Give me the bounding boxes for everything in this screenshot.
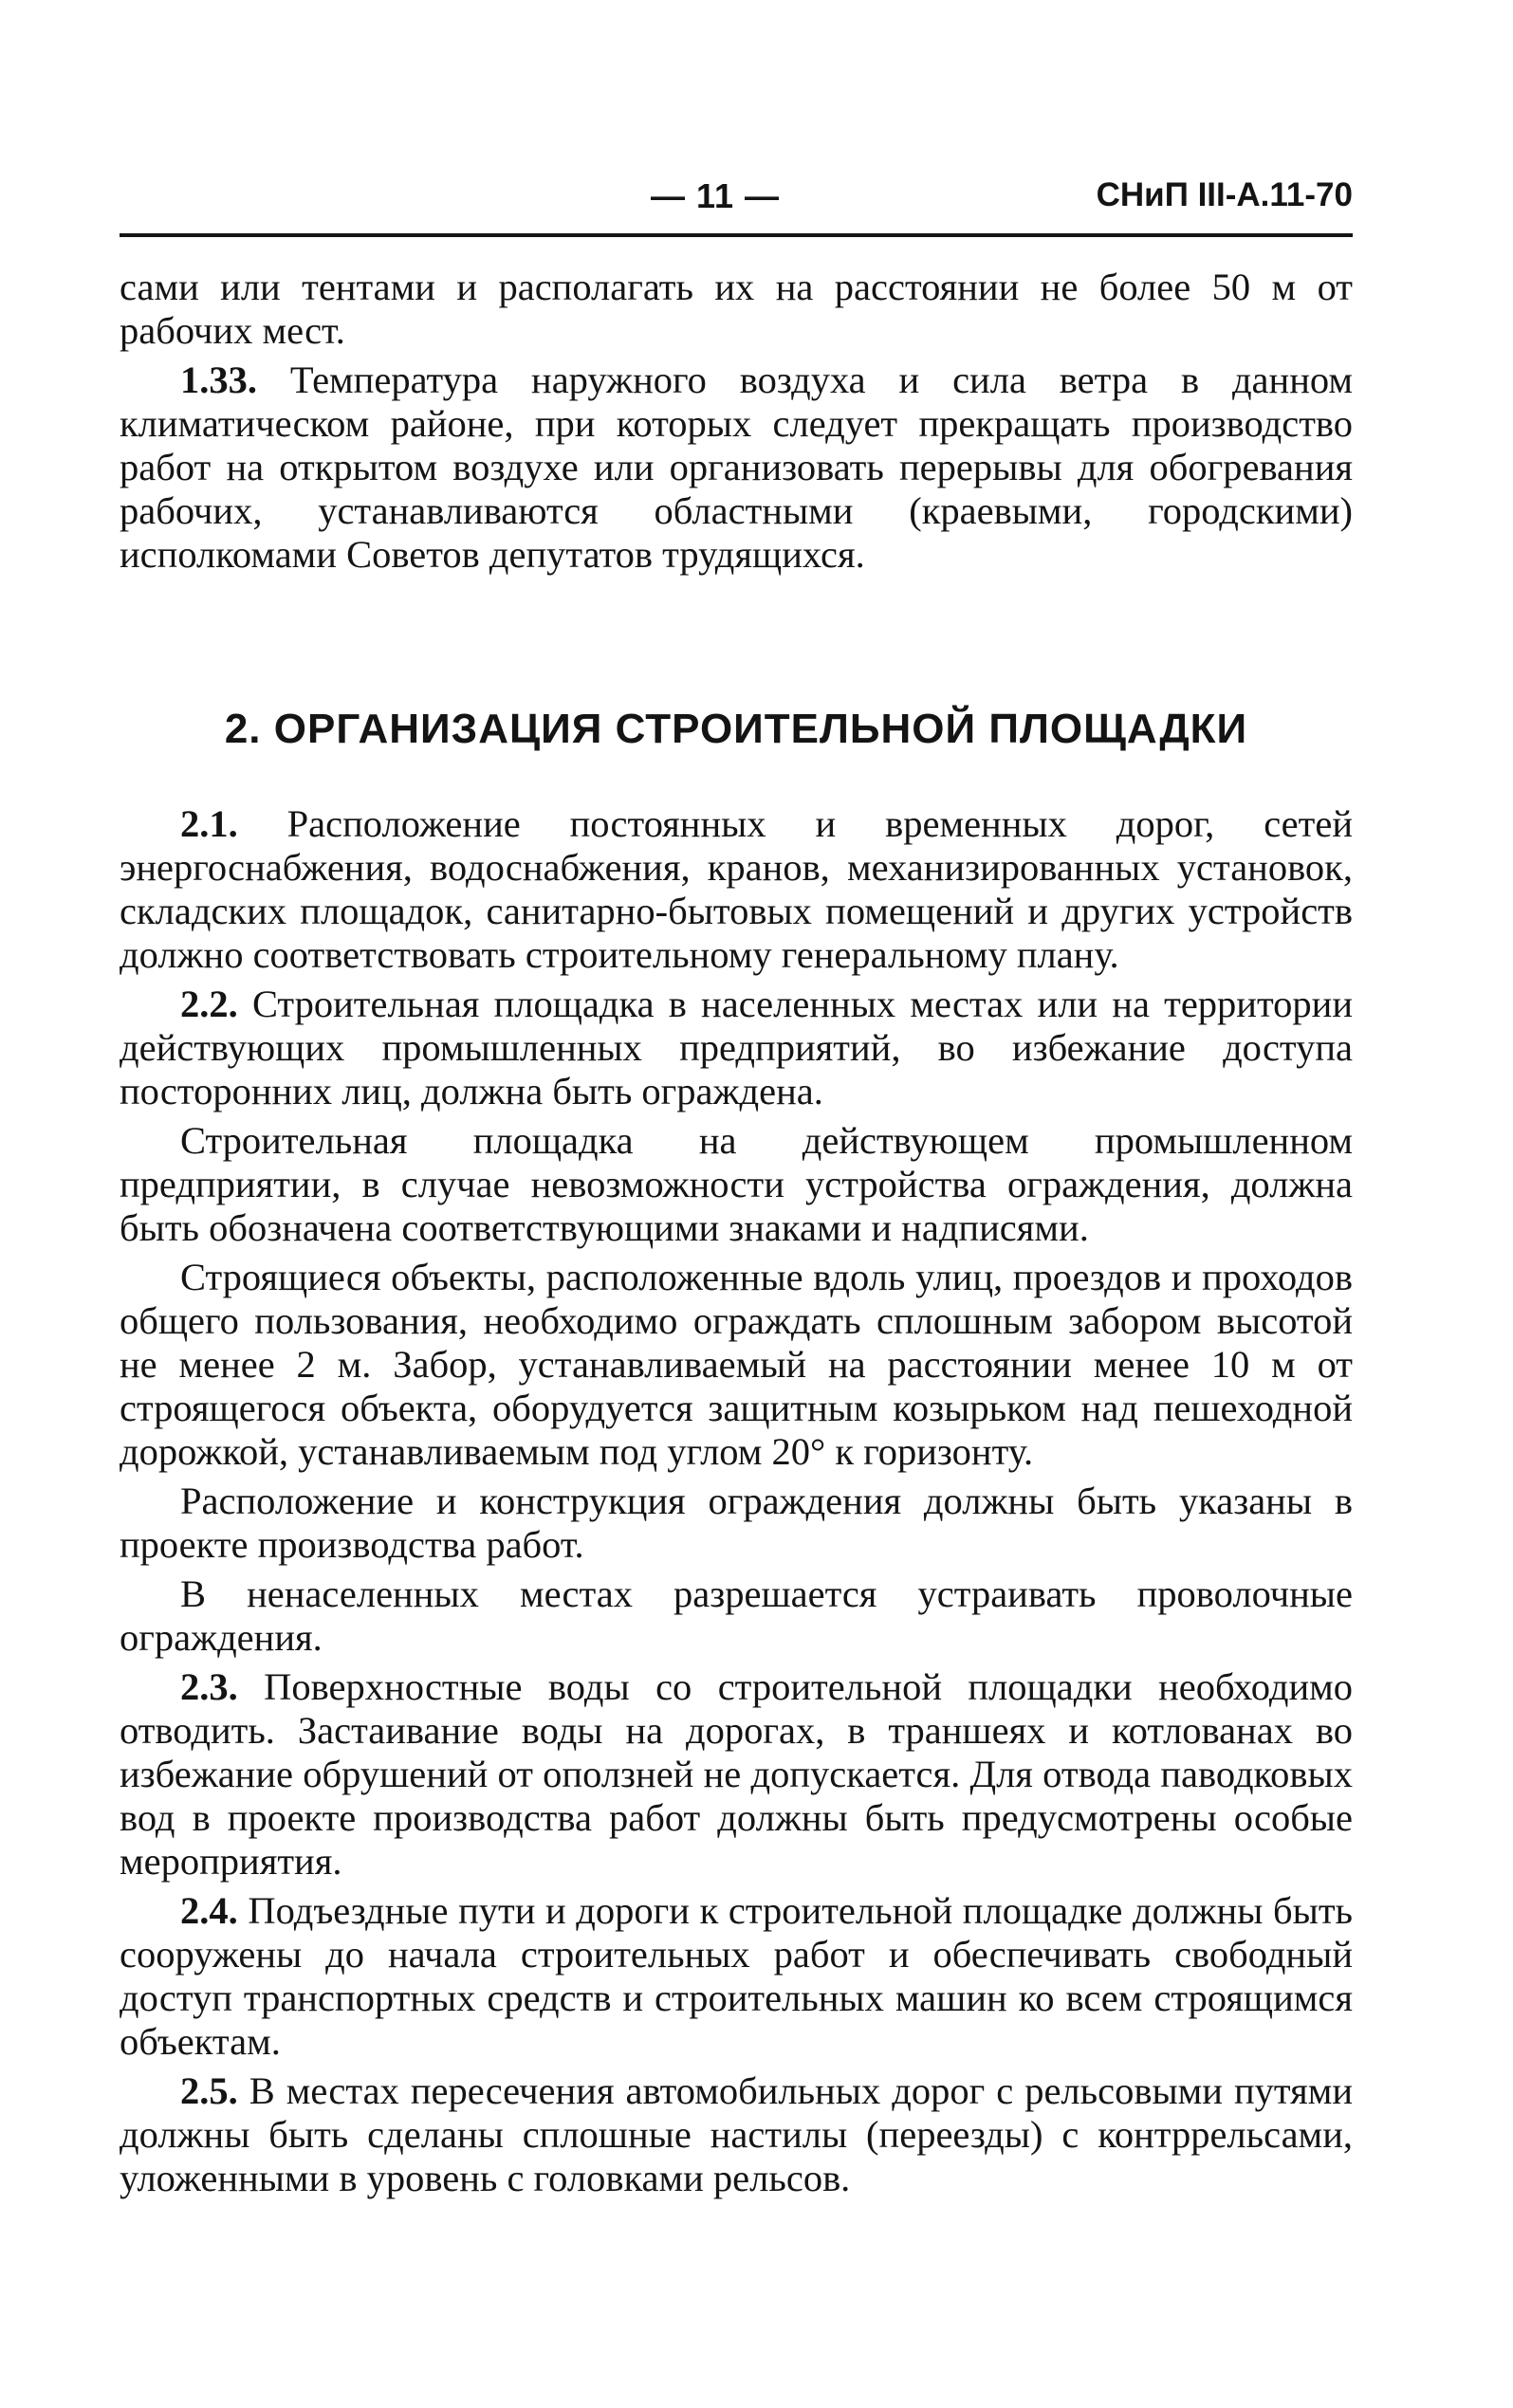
paragraph-text: Расположение постоянных и временных дорог, сетей энергоснабжения, водоснабжения, кранов, механизированных установок, складских площадок, санитарно-бытовых помещений и других устройств должно соответствовать строительному генеральному плану.: [120, 802, 1353, 976]
continuation-paragraph: сами или тентами и располагать их на расстоянии не более 50 м от рабочих мест.: [120, 266, 1353, 352]
paragraph-2-2-d: Расположение и конструкция ограждения должны быть указаны в проекте производства работ.: [120, 1480, 1353, 1566]
paragraph-text: В местах пересечения автомобильных дорог с рельсовыми путями должны быть сделаны сплошные настилы (переезды) с контррельсами, уложенными в уровень с головками рельсов.: [120, 2069, 1353, 2199]
paragraph-number: 2.5.: [180, 2069, 238, 2112]
paragraph-2-4: [120, 1889, 1353, 2064]
document-page: [120, 176, 1353, 2200]
paragraph-number: 2.3.: [180, 1665, 238, 1708]
paragraph-1-33: [120, 358, 1353, 577]
document-code: СНиП III-А.11-70: [1096, 176, 1353, 213]
paragraph-number: 2.2.: [180, 983, 238, 1025]
page-header: [120, 176, 1353, 230]
paragraph-2-5: [120, 2069, 1353, 2200]
section-title: 2. ОРГАНИЗАЦИЯ СТРОИТЕЛЬНОЙ ПЛОЩАДКИ: [224, 706, 1248, 752]
paragraph-text: Поверхностные воды со строительной площадки необходимо отводить. Застаивание воды на дорогах, в траншеях и котлованах во избежание обрушений от оползней не допускается. Для отвода паводковых вод в проекте производства работ должны быть предусмотрены особые мероприятия.: [120, 1665, 1353, 1883]
paragraph-2-1: [120, 802, 1353, 977]
paragraph-2-2-b: Строительная площадка на действующем промышленном предприятии, в случае невозможности устройства ограждения, должна быть обозначена соответствующими знаками и надписями.: [120, 1119, 1353, 1249]
paragraph-text: Строительная площадка в населенных местах или на территории действующих промышленных предприятий, во избежание доступа посторонних лиц, должна быть ограждена.: [120, 983, 1353, 1112]
paragraph-number: 2.4.: [180, 1889, 238, 1932]
paragraph-2-2-e: В ненаселенных местах разрешается устраивать проволочные ограждения.: [120, 1572, 1353, 1659]
paragraph-number: 2.1.: [180, 802, 238, 845]
paragraph-2-2: [120, 983, 1353, 1113]
paragraph-number: 1.33.: [180, 358, 257, 401]
paragraph-2-3: [120, 1665, 1353, 1884]
paragraph-text: Подъездные пути и дороги к строительной площадке должны быть сооружены до начала строительных работ и обеспечивать свободный доступ транспортных средств и строительных машин ко всем строящимся объектам.: [120, 1889, 1353, 2063]
paragraph-2-2-c: Строящиеся объекты, расположенные вдоль улиц, проездов и проходов общего пользования, необходимо ограждать сплошным забором высотой не менее 2 м. Забор, устанавливаемый на расстоянии менее 10 м от строящегося объекта, оборудуется защитным козырьком над пешеходной дорожкой, устанавливаемым под углом 20° к горизонту.: [120, 1256, 1353, 1473]
page-number: — 11 —: [651, 176, 781, 215]
paragraph-text: Температура наружного воздуха и сила ветра в данном климатическом районе, при которых следует прекращать производство работ на открытом воздухе или организовать перерывы для обогревания рабочих, устанавливаются областными (краевыми, городскими) исполкомами Советов депутатов трудящихся.: [120, 358, 1353, 576]
header-rule: [120, 233, 1353, 237]
